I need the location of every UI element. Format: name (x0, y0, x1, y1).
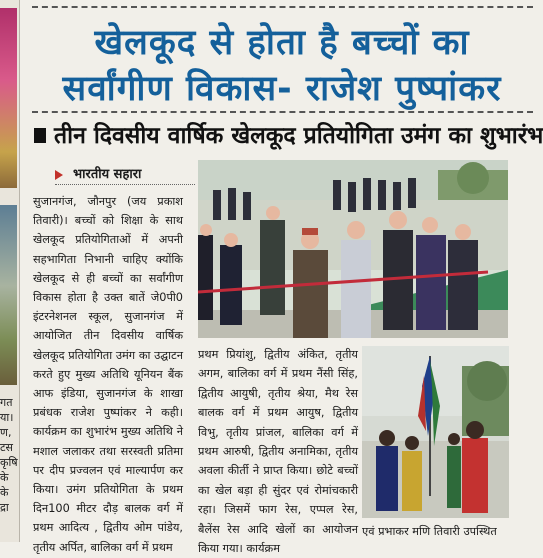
flag-students-illustration (362, 346, 509, 518)
article-paragraph: प्रथम प्रियांशु, द्वितीय अंकित, तृतीय अगम, बालिका वर्ग में प्रथम नैंसी सिंह, द्वितीय आयुषी, तृतीय श्रेया, मैथ रेस बालक वर्ग में प्रथम आयुष, द्वितीय विभु, तृतीय प्रांजल, बालिका वर्ग में प्रथम आरुषी, द्वितीय अनामिका, तृतीय अवला कीर्ती ने प्राप्त किया। छोटे बच्चों का खेल बड़ा ही सुंदर एवं रोमांचकारी रहा। जिसमें फाग रेस, एप्पल रेस, बैलेंस रेस आदि खेलों का आयोजन किया गया। कार्यक्रम (198, 348, 358, 556)
adjacent-photo-top (0, 8, 17, 188)
flag-students-photo (362, 346, 509, 518)
top-dashed-rule (32, 6, 533, 8)
headline-dashed-rule (32, 111, 533, 113)
source-name: भारतीय सहारा (73, 167, 142, 182)
subheadline-text: तीन दिवसीय वार्षिक खेलकूद प्रतियोगिता उमंग का शुभारंभ (54, 123, 543, 149)
article-body-column-2 (198, 345, 358, 556)
article-paragraph: सुजानगंज, जौनपुर (जय प्रकाश तिवारी)। बच्चों को शिक्षा के साथ खेलकूद प्रतियोगिताओं में अपनी सहभागिता निभानी चाहिए क्योंकि खेलकूद से ही बच्चों का सर्वांगीण विकास होता है उक्त बातें जे0पी0 इंटरनेशनल स्कूल, सुजानगंज में आयोजित तीन दिवसीय वार्षिक खेलकूद प्रतियोगिता उमंग का उद्घाटन करते हुए मुख्य अतिथि यूनियन बैंक आफ इंडिया, सुजानगंज के शाखा प्रबंधक राजेश पुष्पांकर ने कही। कार्यक्रम का शुभारंभ मुख्य अतिथि ने मशाल जलाकर तथा सरस्वती प्रतिमा पर दीप प्रज्वलन एवं माल्यार्पण कर किया। उमंग प्रतियोगिता के प्रथम दिन100 मीटर दौड़ बालक वर्ग में प्रथम आदित्य , द्वितीय ओम पांडेय, तृतीय अर्पित, बालिका वर्ग में प्रथम (33, 195, 183, 554)
strip-fragment: टस (0, 441, 13, 454)
source-byline (55, 164, 195, 182)
adjacent-photo-middle (0, 205, 17, 385)
byline-rule (55, 184, 195, 185)
strip-fragment: के (0, 486, 9, 499)
subheadline (34, 118, 543, 150)
strip-fragment: या। (0, 411, 14, 424)
article-body-column-1 (33, 192, 183, 554)
strip-fragment: ण, (0, 426, 12, 439)
square-bullet-icon (34, 128, 46, 143)
headline-line-2: सर्वांगीण विकास- राजेश पुष्पांकर (62, 69, 502, 109)
strip-fragment: के (0, 471, 9, 484)
triangle-bullet-icon (55, 170, 63, 180)
strip-fragment: द्रा (0, 501, 9, 514)
ribbon-cutting-photo (198, 160, 508, 338)
strip-fragment: कृषि (0, 456, 18, 469)
strip-fragment: गत (0, 396, 13, 409)
photo-caption: एवं प्रभाकर मणि तिवारी उपस्थित (362, 525, 497, 538)
ribbon-cutting-illustration (198, 160, 508, 338)
adjacent-text-fragments (0, 395, 20, 515)
headline-line-1: खेलकूद से होता है बच्चों का (94, 23, 470, 63)
adjacent-article-strip (0, 0, 20, 542)
